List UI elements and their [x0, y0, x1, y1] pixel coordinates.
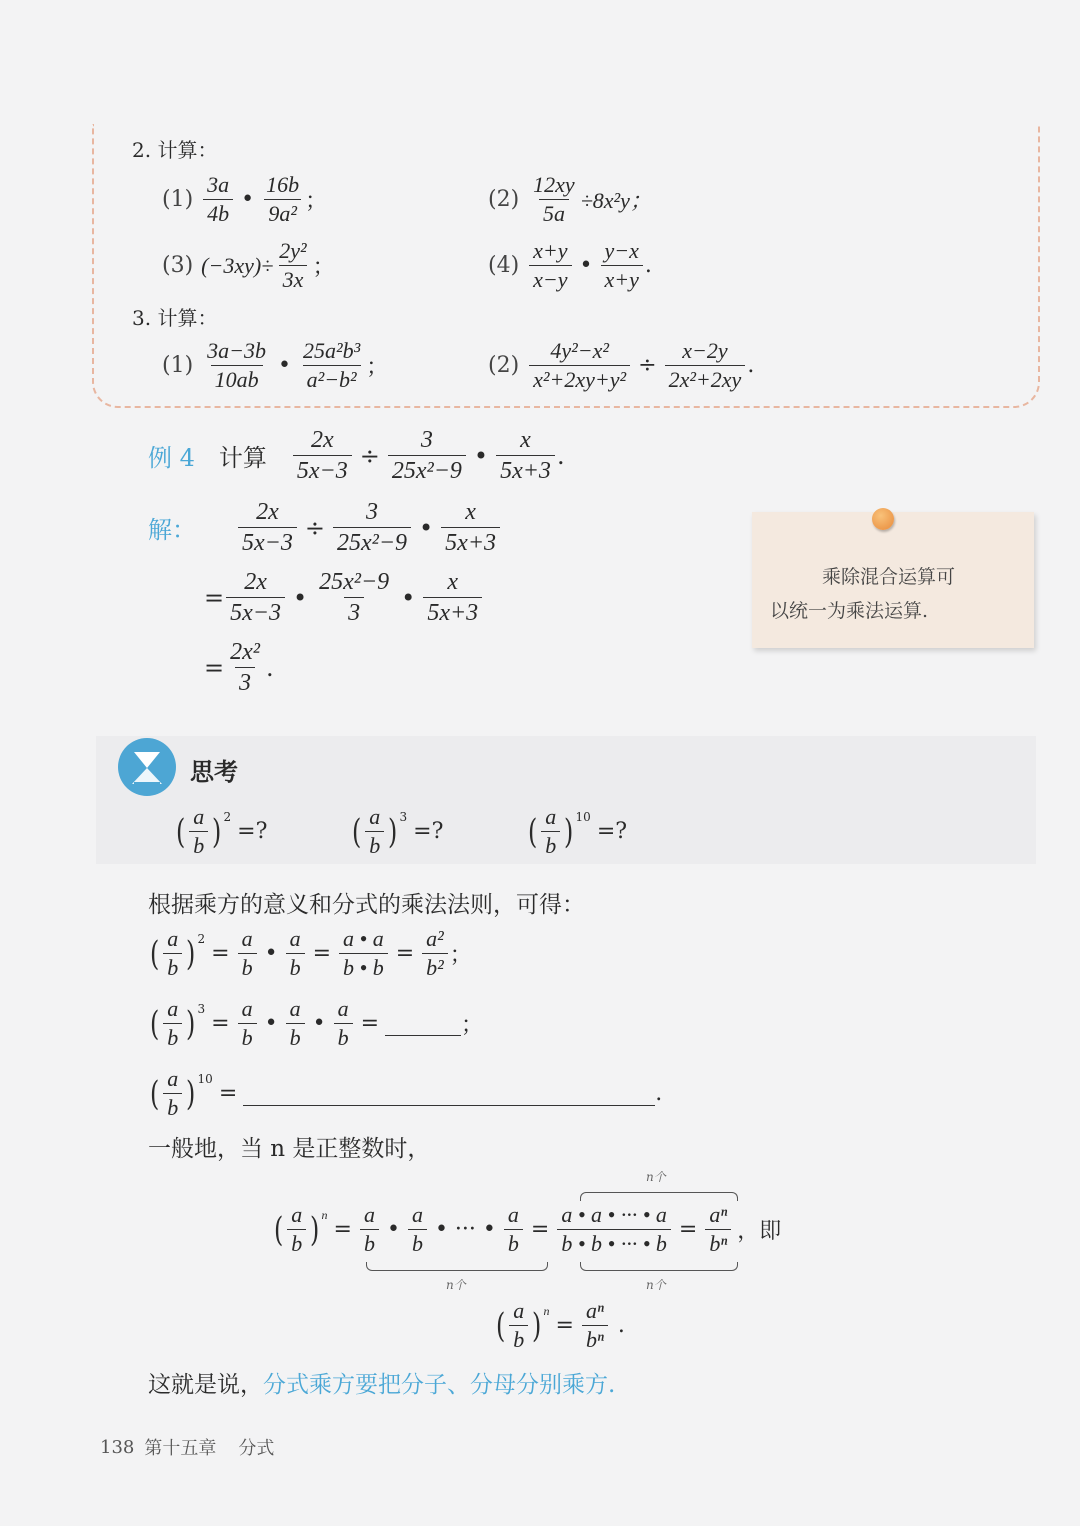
- general-statement: 一般地，当 n 是正整数时，: [148, 1136, 431, 1162]
- answer-blank-power-10[interactable]: [243, 1081, 655, 1106]
- solution-label: 解：: [148, 516, 196, 544]
- solution-line-1: 解： $\frac{2x}{5x-3}$ ÷ $\frac{3}{\text{25x²−9}}$ • x 5x+3: [148, 500, 502, 555]
- solution-line-2: = $\frac{2x}{5x-3}$ • 25x²−9 3 • x 5x+3: [204, 570, 484, 625]
- exercise-2-heading: 2. 计算：: [132, 138, 218, 162]
- exercise-3-heading: 3. 计算：: [132, 306, 218, 330]
- think-question-3: ( a b ) $^{10}$ =?: [527, 804, 628, 858]
- example-4: 例 4 计算 $\frac{2x}{5x-3}$ ÷ $\frac{3}{\text{25x²−9}}$ • x 5x+3 .: [148, 427, 565, 484]
- chapter-label: 第十五章: [144, 1438, 217, 1459]
- bottom-brace-left-label: n个: [446, 1278, 466, 1292]
- power-3-line: ( a b ) $^3$ = $\frac{a}{b}$ • a b • $\frac{a}{b}$ = ；: [149, 996, 484, 1050]
- exercise-2-problem-2: (2) $\frac{12xy}{5a}$ ÷8x²y；: [488, 172, 652, 226]
- bottom-brace-right-label: n个: [646, 1278, 666, 1292]
- side-note-line-1: 乘除混合运算可: [822, 566, 956, 588]
- top-brace: [580, 1192, 738, 1201]
- think-question-2: ( a b ) $^3$ =?: [351, 804, 444, 858]
- power-2-line: ( a b ) $^2$ = $\frac{a}{b}$ • $\frac{a}{b}$ = $\frac{a • a}{b • b}$ = $\frac{\text{a²}}{\text{b²}}$ ；: [149, 926, 472, 980]
- solution-line-3: = $\frac{\text{2x²}}{3}$ .: [204, 639, 274, 696]
- top-brace-label: n个: [646, 1170, 666, 1184]
- example-label: 例 4: [148, 444, 195, 472]
- answer-blank-power-3[interactable]: [385, 1011, 461, 1036]
- chapter-title: 分式: [238, 1438, 275, 1459]
- exercise-2-problem-4: (4) x+y x−y • y−x x+y .: [488, 238, 652, 292]
- bottom-brace-left: [366, 1262, 548, 1271]
- exercise-2-problem-3: (3) (−3xy)÷ $\frac{\text{2y²}}{3x}$ ；: [162, 238, 335, 292]
- side-note: [752, 512, 1034, 648]
- bottom-brace-right: [580, 1262, 738, 1271]
- general-formula: ( a b ) $^n$ = $\frac{a}{b}$ • a b • ··· • $\frac{a}{b}$ = $\frac{a • a • \cdot\cdot\cdot • a}{b • b • \cdot\cdot\cdot • b}$ = $\frac{\text{aⁿ}}{\text{bⁿ}}$ ，即: [273, 1202, 782, 1256]
- power-10-line: ( a b ) $^{10}$ = .: [149, 1066, 663, 1120]
- exercise-3-problem-2: (2) $\frac{\text{4y²−x²}}{\text{x²+2xy+y²}}$ ÷ $\frac{x-2y}{\text{2x²+2xy}}$ .: [488, 338, 755, 392]
- page-number: 138: [100, 1436, 135, 1458]
- conclusion: 这就是说， 分式乘方要把分子、分母分别乘方.: [148, 1366, 615, 1399]
- think-icon: [118, 738, 176, 796]
- think-title: 思考: [190, 758, 238, 786]
- side-note-line-2: 以统一为乘法运算.: [770, 600, 929, 622]
- page-footer: [100, 1434, 274, 1460]
- pushpin-icon: [872, 508, 894, 530]
- think-question-1: ( a b ) $^2$ =?: [175, 804, 268, 858]
- exercise-3-problem-1: (1) 3a−3b 10ab • 25a²b³ a²−b² ；: [162, 338, 389, 392]
- conclusion-rule: 分式乘方要把分子、分母分别乘方.: [263, 1372, 616, 1398]
- power-rule: ( a b ) $^n$ = $\frac{\text{aⁿ}}{\text{bⁿ}}$ .: [495, 1298, 625, 1352]
- exercise-2-problem-1: (1) 3a 4b • 16b 9a² ；: [162, 172, 328, 226]
- derivation-intro: 根据乘方的意义和分式的乘法法则，可得：: [148, 892, 585, 918]
